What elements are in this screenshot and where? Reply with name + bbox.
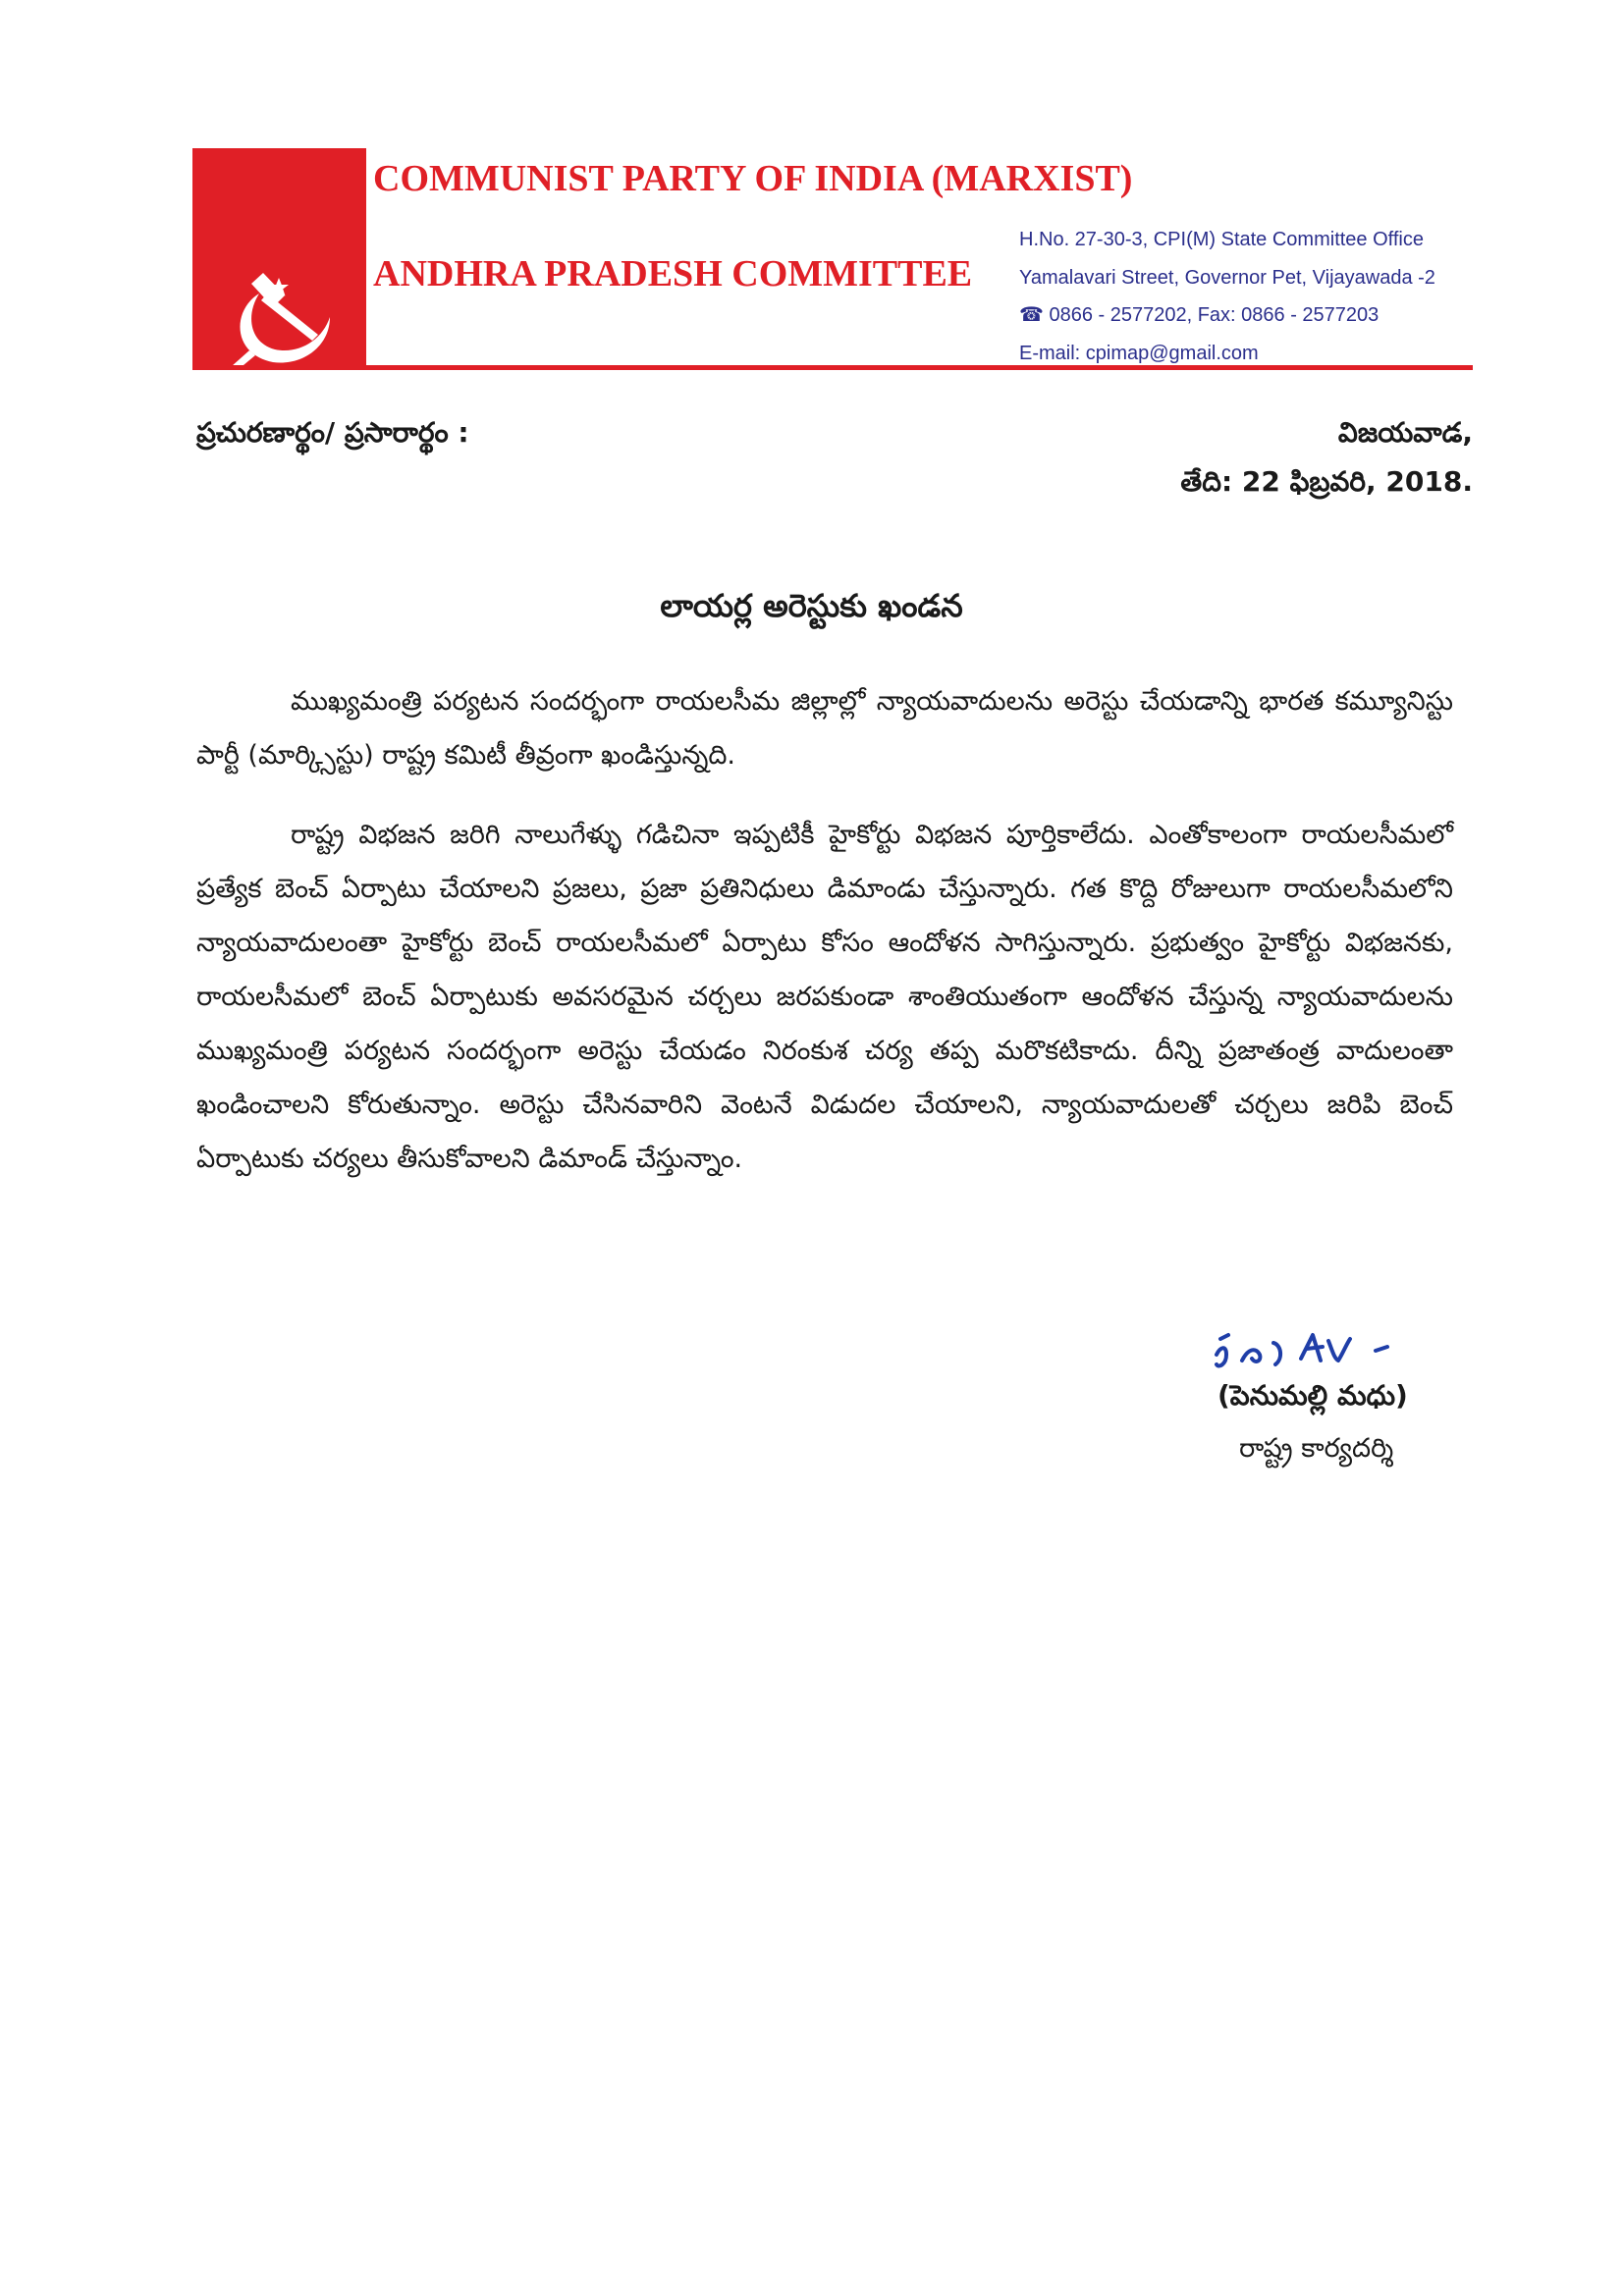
body-paragraph: రాష్ట్ర విభజన జరిగి నాలుగేళ్ళు గడిచినా ఇప్పటికీ హైకోర్టు విభజన పూర్తికాలేదు. ఎంతోకాలంగా రాయలసీమలో ప్రత్యేక బెంచ్ ఏర్పాటు చేయాలని ప్రజలు, ప్రజా ప్రతినిధులు డిమాండు చేస్తున్నారు. గత కొద్ది రోజులుగా రాయలసీమలోని న్యాయవాదులంతా హైకోర్టు బెంచ్ రాయలసీమలో ఏర్పాటు కోసం ఆందోళన సాగిస్తున్నారు. ప్రభుత్వం హైకోర్టు విభజనకు, రాయలసీమలో బెంచ్ ఏర్పాటుకు అవసరమైన చర్చలు జరపకుండా శాంతియుతంగా ఆందోళన చేస్తున్న న్యాయవాదులను ముఖ్యమంత్రి పర్యటన సందర్భంగా అరెస్టు చేయడం నిరంకుశ చర్య తప్ప మరొకటికాదు. దీన్ని ప్రజాతంత్ర వాదులంతా ఖండించాలని కోరుతున్నాం. అరెస్టు చేసినవారిని వెంటనే విడుదల చేయాలని, న్యాయవాదులతో చర్చలు జరిపి బెంచ్ ఏర్పాటుకు చర్యలు తీసుకోవాలని డిమాండ్ చేస్తున్నాం.: [196, 820, 1453, 1174]
address-line: H.No. 27-30-3, CPI(M) State Committee Office: [1019, 229, 1424, 250]
telephone-icon: ☎: [1019, 304, 1050, 326]
email-line: E-mail: cpimap@gmail.com: [1019, 342, 1259, 364]
letterhead-divider: [192, 365, 1473, 370]
phone-fax-numbers: 0866 - 2577202, Fax: 0866 - 2577203: [1049, 304, 1380, 326]
place: విజయవాడ,: [1337, 416, 1473, 449]
address-block: [1019, 221, 1435, 372]
committee-name: ANDHRA PRADESH COMMITTEE: [373, 253, 973, 294]
release-label: ప్రచురణార్థం/ ప్రసారార్థం :: [196, 416, 469, 449]
party-name: COMMUNIST PARTY OF INDIA (MARXIST): [373, 158, 1133, 199]
press-release-body: [196, 674, 1453, 1211]
date: తేది: 22 ఫిబ్రవరి, 2018.: [1180, 465, 1473, 498]
phone-line: [1019, 296, 1435, 335]
signatory-name: (పెనుమల్లి మధు): [1217, 1379, 1408, 1412]
signatory-title: రాష్ట్ర కార్యదర్శి: [1239, 1433, 1394, 1464]
handwritten-signature: [1213, 1325, 1468, 1384]
hammer-and-sickle-icon: [192, 148, 366, 369]
body-paragraph: ముఖ్యమంత్రి పర్యటన సందర్భంగా రాయలసీమ జిల్లాల్లో న్యాయవాదులను అరెస్టు చేయడాన్ని భారత కమ్యూనిస్టు పార్టీ (మార్క్సిస్టు) రాష్ట్ర కమిటీ తీవ్రంగా ఖండిస్తున్నది.: [196, 686, 1453, 771]
party-logo: [192, 148, 366, 369]
address-line: Yamalavari Street, Governor Pet, Vijayawada -2: [1019, 266, 1435, 289]
headline: లాయర్ల అరెస్టుకు ఖండన: [660, 587, 963, 624]
